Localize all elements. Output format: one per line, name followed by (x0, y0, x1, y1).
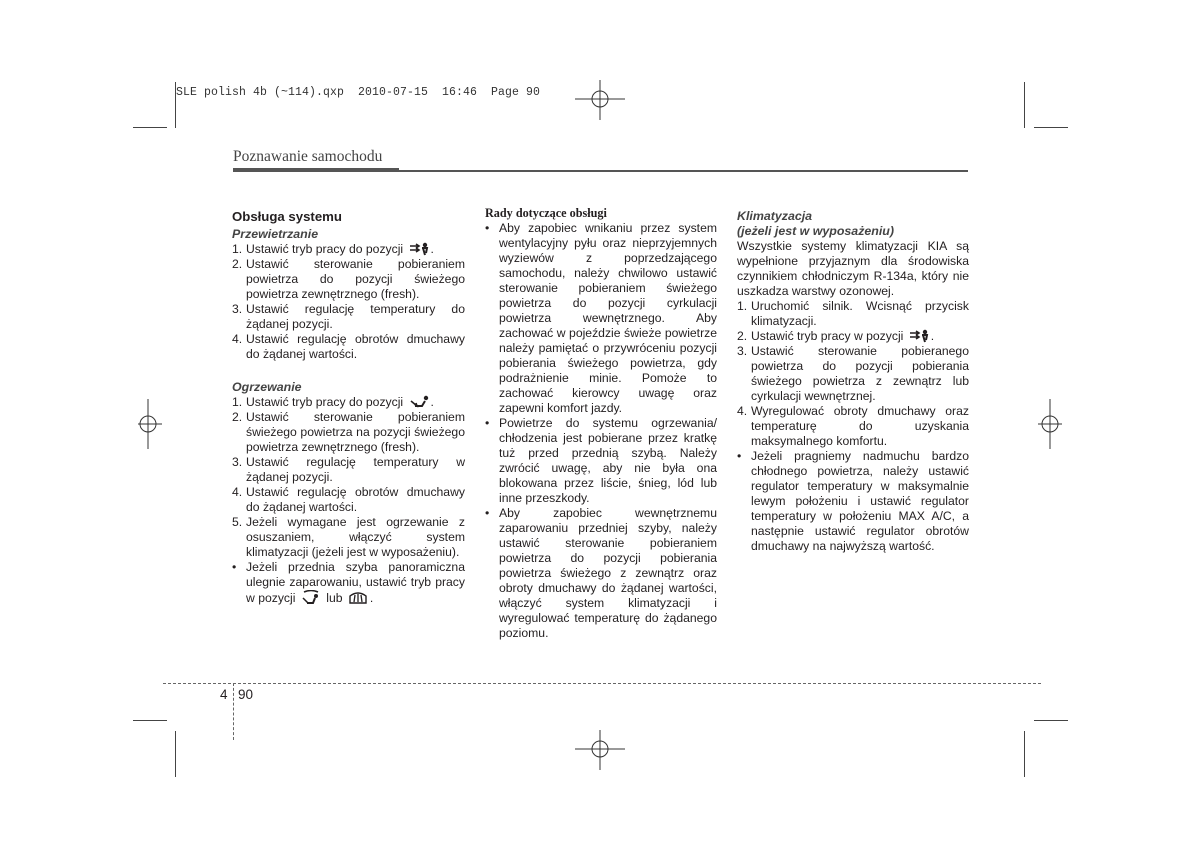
header-rule-thin (399, 170, 968, 172)
list-item: 3. Ustawić regulację temperatury do żądanej pozycji. (232, 302, 465, 331)
floor-defrost-icon (301, 590, 321, 605)
registration-mark-bottom (575, 730, 625, 770)
chapter-number: 4 (220, 687, 228, 702)
column-1 (232, 209, 465, 606)
column-2 (485, 206, 717, 641)
subsection-heading-ventilation: Przewietrzanie (232, 227, 319, 241)
bullet-item: • Powietrze do systemu ogrzewania/ chłodzenia jest pobierane przez kratkę tuż przed przednią szybą. Należy zwrócić uwagę, aby nie była ona blokowana przez liście, śnieg, lód lub inne przeszkody. (485, 416, 717, 505)
list-item: 4. Wyregulować obroty dmuchawy oraz temperaturę do uzyskania maksymalnego komfortu. (737, 404, 969, 448)
list-item: 2. Ustawić sterowanie pobieraniem świeżego powietrza na pozycji świeżego powietrza zewnętrznego (fresh). (232, 410, 465, 454)
defrost-icon (348, 590, 368, 605)
list-item: 5. Jeżeli wymagane jest ogrzewanie z osuszaniem, włączyć system klimatyzacji (jeżeli jest w wyposażeniu). (232, 515, 465, 559)
page-number: 90 (238, 687, 254, 702)
list-item: 4. Ustawić regulację obrotów dmuchawy do żądanej wartości. (232, 332, 465, 361)
bullet-item: • Jeżeli pragniemy nadmuchu bardzo chłodnego powietrza, należy ustawić regulator temperatury w maksymalnie lewym położeniu i ustawić regulator temperatury w położeniu MAX A/C, a następnie ustawić regulator obrotów dmuchawy na najwyższą wartość. (737, 449, 969, 553)
list-item: 4. Ustawić regulację obrotów dmuchawy do żądanej wartości. (232, 485, 465, 514)
subsection-heading-heating: Ogrzewanie (232, 380, 302, 394)
intro-paragraph: Wszystkie systemy klimatyzacji KIA są wypełnione przyjaznym dla środowiska czynnikiem chłodniczym R-134a, który nie uszkadza warstwy ozonowej. (737, 239, 969, 298)
column-3 (737, 209, 969, 554)
list-item: 1. Ustawić tryb pracy do pozycji . (232, 395, 434, 409)
footer-dashed-rule (163, 683, 1041, 684)
bullet-item: • Aby zapobiec wnikaniu przez system wentylacyjny pyłu oraz nieprzyjemnych wyziewów z poprzedzającego samochodu, należy chwilowo ustawić sterowanie pobieraniem świeżego powietrza do pozycji cyrkulacji powietrza wewnętrznego. Aby zachować w pojeździe świeże powietrze należy pamiętać o przywróceniu pozycji pobierania świeżego powietrza, gdy podrażnienie minie. Pomoże to zachować kierowcy uwagę oraz zapewni komfort jazdy. (485, 221, 717, 415)
floor-vent-icon (409, 395, 429, 409)
footer-dashed-divider (233, 683, 234, 740)
tips-title: Rady dotyczące obsługi (485, 206, 607, 220)
registration-mark-top (575, 80, 625, 120)
list-item: 2. Ustawić tryb pracy w pozycji . (737, 329, 935, 343)
list-item: 1. Uruchomić silnik. Wcisnąć przycisk klimatyzacji. (737, 299, 969, 328)
list-item: 1. Ustawić tryb pracy do pozycji . (232, 242, 434, 256)
section-title: Obsługa systemu (232, 209, 342, 224)
list-item: 2. Ustawić sterowanie pobieraniem powietrza do pozycji świeżego powietrza zewnętrznego (fresh). (232, 257, 465, 301)
registration-mark-right (1038, 399, 1062, 449)
subsection-heading-ac: Klimatyzacja (737, 209, 813, 223)
bullet-item: • Aby zapobiec wewnętrznemu zaparowaniu przedniej szyby, należy ustawić sterowanie pobieraniem powietrza do pozycji pobierania powietrza świeżego z zewnątrz oraz obroty dmuchawy do żądanej wartości, włączyć system klimatyzacji i wyregulować temperaturę do żądanego poziomu. (485, 506, 717, 640)
list-item: 3. Ustawić sterowanie pobieranego powietrza do pozycji pobierania świeżego powietrza z zewnątrz lub cyrkulacji wewnętrznej. (737, 344, 969, 403)
bullet-item: • Jeżeli przednia szyba panoramiczna ulegnie zaparowaniu, ustawić tryb pracy w pozycji lub . (232, 560, 465, 605)
list-item: 3. Ustawić regulację temperatury w żądanej pozycji. (232, 455, 465, 484)
header-rule-thick (233, 168, 399, 172)
subsection-heading-ac-note: (jeżeli jest w wyposażeniu) (737, 224, 894, 238)
face-vent-icon (909, 329, 929, 343)
print-slug: SLE polish 4b (~114).qxp 2010-07-15 16:46 Page 90 (176, 86, 541, 99)
registration-mark-left (138, 399, 162, 449)
running-header-title: Poznawanie samochodu (233, 148, 383, 165)
face-vent-icon (409, 242, 429, 256)
